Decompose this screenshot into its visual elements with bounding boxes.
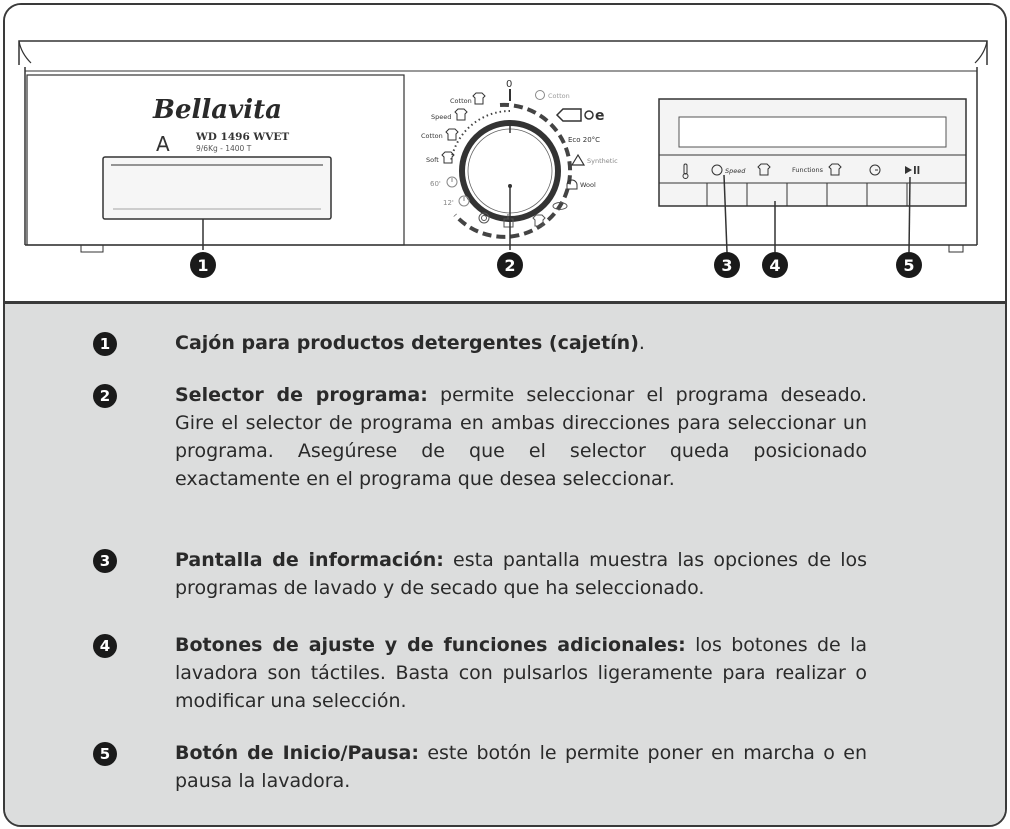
dial-label-wool: Wool [580, 181, 596, 189]
legend-number-1: 1 [93, 332, 117, 356]
callout-1 [190, 252, 216, 278]
dial-label-soft: Soft [426, 156, 439, 164]
dial-label-eco20: Eco 20°C [568, 136, 601, 144]
callout-2 [497, 252, 523, 278]
dial-label-60: 60' [430, 180, 441, 188]
dial-label-cotton-top: Cotton [450, 97, 472, 105]
legend-number-5: 5 [93, 742, 117, 766]
model-spec: 9/6Kg - 1400 T [196, 144, 252, 153]
speed-button[interactable]: Speed [725, 167, 746, 175]
dial-label-cotton-right: Cotton [548, 92, 570, 100]
legend-number-2: 2 [93, 384, 117, 408]
synthetic-icon [572, 155, 584, 165]
legend-text-4: Botones de ajuste y de funciones adicionales: los botones de la lavadora son táctiles. Basta con pulsarlos ligeramente para realizar o modificar una selección. [175, 634, 867, 712]
legend-number-4: 4 [93, 634, 117, 658]
model-name: WD 1496 WVET [196, 131, 290, 143]
tshirt-icon [533, 215, 545, 226]
control-panel [659, 99, 966, 206]
detergent-drawer-handle[interactable] [103, 157, 331, 219]
dial-label-cotton-mid: Cotton [421, 132, 443, 140]
eco-tag-icon [557, 109, 593, 121]
brand-logo: Bellavita [153, 95, 282, 125]
callout-5 [896, 252, 922, 278]
legend-panel [5, 304, 1005, 825]
legend-text-2: Selector de programa: permite seleccionar el programa deseado. Gire el selector de programa en ambas direcciones para seleccionar un programa. Asegúrese de que el selector queda posicionado exactamente en el programa que desea seleccionar. [175, 384, 867, 490]
svg-text:2: 2 [504, 256, 516, 275]
legend-number-3: 3 [93, 549, 117, 573]
legend-text-1: Cajón para productos detergentes (cajetín). [175, 332, 645, 354]
legend-text-5: Botón de Inicio/Pausa: este botón le permite poner en marcha o en pausa la lavadora. [175, 742, 868, 792]
callout-4 [762, 252, 788, 278]
washer-illustration [5, 5, 1005, 301]
svg-text:3: 3 [721, 256, 733, 275]
callout-3 [714, 252, 740, 278]
dial-label-12: 12' [443, 199, 454, 207]
dial-label-synthetic: Synthetic [587, 157, 618, 165]
dial-label-speed: Speed [431, 113, 452, 121]
svg-text:5: 5 [903, 256, 915, 275]
svg-text:1: 1 [197, 256, 209, 275]
energy-class: A [156, 132, 170, 156]
baby-icon [536, 91, 545, 100]
figure-frame [3, 3, 1007, 827]
wool-icon [567, 180, 577, 189]
info-display [679, 117, 946, 147]
dial-zero-label: 0 [506, 79, 513, 90]
functions-button[interactable]: Functions [792, 166, 824, 174]
legend-text-3: Pantalla de información: esta pantalla muestra las opciones de los programas de lavado y de secado que ha seleccionado. [175, 549, 868, 599]
dial-label-e: e [595, 108, 605, 124]
svg-text:4: 4 [769, 256, 781, 275]
